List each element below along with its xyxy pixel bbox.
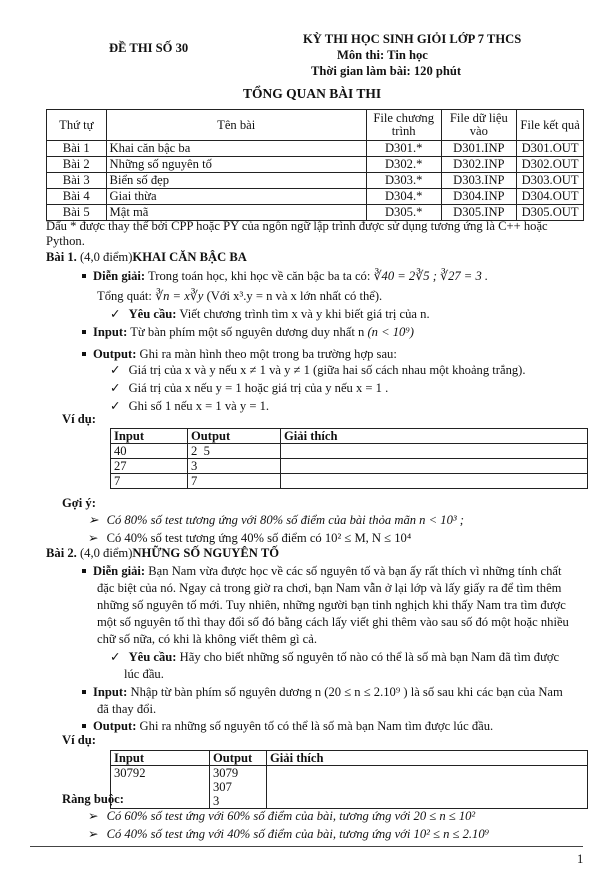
p1-input-text: Từ bàn phím một số nguyên dương duy nhất n (130, 325, 365, 339)
table-row (111, 766, 588, 809)
cell-output: D304.OUT (517, 189, 584, 205)
bullet-square-icon (82, 569, 86, 573)
p1-hint-text: Có 40% số test tương ứng 40% số điểm có 10² ≤ M, N ≤ 10⁴ (106, 531, 412, 545)
p1-input-label: Input: (93, 325, 128, 339)
ex-input: 7 (111, 474, 188, 489)
p2-constraint-text: Có 60% số test ứng với 60% số điểm của bài, tương ứng với 20 ≤ n ≤ 10² (106, 809, 476, 823)
col-header-program: File chương trình (366, 110, 441, 141)
p2-intro-line: những số nguyên tố mới. Tuy nhiên, những người bạn tinh nghịch khi thấy Nam tra tìm được (97, 598, 566, 612)
check-icon: ✓ (110, 363, 121, 377)
cell-input: D302.INP (441, 157, 517, 173)
col-header-name: Tên bài (106, 110, 366, 141)
p2-intro-line: đặc biệt của nó. Ngay cả trong giờ ra chơi, bạn Nam vẫn ở lại lớp và lấy giấy ra để tìm thêm (97, 581, 562, 595)
p1-requirement (110, 306, 613, 322)
cell-output: D303.OUT (517, 173, 584, 189)
p1-case-text: Giá trị của x và y nếu x ≠ 1 và y ≠ 1 (giữa hai số cách nhau một khoảng trắng). (128, 363, 526, 377)
ex-header-explain: Giải thích (267, 751, 588, 766)
problem1-heading (46, 250, 247, 265)
cell-order: Bài 2 (47, 157, 107, 173)
cell-name: Mật mã (106, 205, 366, 221)
table-row (47, 173, 584, 189)
p1-intro (82, 268, 602, 284)
p2-output-text: Ghi ra những số nguyên tố có thể là số mà bạn Nam tìm được lúc đầu. (139, 719, 494, 733)
p2-example-table (110, 750, 588, 809)
cell-name: Biển số đẹp (106, 173, 366, 189)
problem2-title: NHỮNG SỐ NGUYÊN TỐ (132, 546, 280, 560)
ex-output: 7 (188, 474, 281, 489)
p2-intro (82, 563, 602, 579)
col-header-order: Thứ tự (47, 110, 107, 141)
arrow-right-icon: ➢ (88, 827, 99, 841)
p2-input-line: Nhập từ bàn phím số nguyên dương n (20 ≤ n ≤ 2.10⁹ ) là số sau khi các bạn của Nam (130, 685, 563, 699)
cell-name: Giai thừa (106, 189, 366, 205)
p1-general-label: Tổng quát: (97, 289, 152, 303)
bullet-square-icon (82, 352, 86, 356)
problem2-heading (46, 546, 279, 561)
p2-intro-line: chữ số nữa, có khi là không viết thêm gì cả. (97, 632, 317, 646)
arrow-right-icon: ➢ (88, 809, 99, 823)
overview-table (46, 109, 584, 221)
problem1-title: KHAI CĂN BẬC BA (132, 250, 247, 264)
cell-order: Bài 1 (47, 141, 107, 157)
p1-req-text: Viết chương trình tìm x và y khi biết giá trị của n. (179, 307, 430, 321)
problem2-points: (4,0 điểm) (79, 546, 133, 560)
cell-name: Khai căn bậc ba (106, 141, 366, 157)
p2-constraint (88, 808, 608, 824)
problem1-label: Bài 1. (46, 250, 77, 264)
ex-header-explain: Giải thích (281, 429, 588, 444)
ex-output: 2 5 (188, 444, 281, 459)
check-icon: ✓ (110, 381, 121, 395)
p2-req-line: Hãy cho biết những số nguyên tố nào có thể là số mà bạn Nam đã tìm được (179, 650, 560, 664)
problem1-points: (4,0 điểm) (79, 250, 133, 264)
cell-order: Bài 3 (47, 173, 107, 189)
cell-order: Bài 4 (47, 189, 107, 205)
page-number: 1 (577, 852, 584, 866)
ex-output-line: 3 (213, 794, 220, 808)
p1-input-bound: (n < 10⁹) (367, 325, 414, 339)
p1-general-formula: ∛n = x∛y (155, 289, 204, 303)
overview-title: TỔNG QUAN BÀI THI (243, 86, 382, 101)
ex-header-input: Input (111, 429, 188, 444)
cell-input: D305.INP (441, 205, 517, 221)
col-header-output: File kết quả (517, 110, 584, 141)
p1-hint (88, 512, 608, 528)
ex-explain (281, 474, 588, 489)
cell-output: D301.OUT (517, 141, 584, 157)
ex-header-input: Input (111, 751, 210, 766)
bullet-square-icon (82, 330, 86, 334)
ex-output (210, 766, 267, 809)
check-icon: ✓ (110, 650, 121, 664)
p2-constraint-text: Có 40% số test ứng với 40% số điểm của bài, tương ứng với 10² ≤ n ≤ 2.10⁹ (106, 827, 490, 841)
p2-input-line: đã thay đổi. (97, 702, 157, 716)
cell-program: D301.* (366, 141, 441, 157)
p2-req-line: lúc đầu. (124, 667, 164, 681)
bullet-square-icon (82, 724, 86, 728)
ex-header-output: Output (210, 751, 267, 766)
cell-program: D305.* (366, 205, 441, 221)
p1-intro-text: Trong toán học, khi học về căn bậc ba ta có: (148, 269, 371, 283)
p1-case-text: Giá trị của x nếu y = 1 hoặc giá trị của y nếu x = 1 . (128, 381, 389, 395)
p1-output-text: Ghi ra màn hình theo một trong ba trường hợp sau: (139, 347, 397, 361)
p2-output-label: Output: (93, 719, 137, 733)
p1-output-label: Output: (93, 347, 137, 361)
cell-output: D305.OUT (517, 205, 584, 221)
p2-intro-label: Diễn giải: (93, 564, 146, 578)
cell-output: D302.OUT (517, 157, 584, 173)
cell-input: D301.INP (441, 141, 517, 157)
ex-output: 3 (188, 459, 281, 474)
p1-case (110, 398, 613, 414)
p2-intro-line: một số nguyên tố thì thay đổi số đó bằng cách lấy viết ghi thêm vào sau số đó một hoặc nhiều (97, 615, 569, 629)
p2-constraint-label: Ràng buộc: (62, 792, 124, 806)
footer-divider (30, 846, 583, 847)
ex-output-line: 307 (213, 780, 232, 794)
cell-input: D303.INP (441, 173, 517, 189)
p1-hint-label: Gợi ý: (62, 496, 96, 510)
cell-program: D302.* (366, 157, 441, 173)
p2-example-label: Ví dụ: (62, 733, 96, 747)
ex-explain (267, 766, 588, 809)
check-icon: ✓ (110, 307, 121, 321)
p1-req-label: Yêu cầu: (128, 307, 177, 321)
p1-hint-text: Có 80% số test tương ứng với 80% số điểm của bài thỏa mãn n < 10³ ; (106, 513, 464, 527)
p1-general-text: (Với x³.y = n và x lớn nhất có thể). (206, 289, 383, 303)
p1-general (97, 288, 613, 304)
ex-explain (281, 459, 588, 474)
p2-requirement (110, 649, 613, 665)
arrow-right-icon: ➢ (88, 531, 99, 545)
cell-name: Những số nguyên tố (106, 157, 366, 173)
bullet-square-icon (82, 274, 86, 278)
p1-hint (88, 530, 608, 546)
ex-header-output: Output (188, 429, 281, 444)
table-row (47, 157, 584, 173)
p2-input-label: Input: (93, 685, 128, 699)
p1-input (82, 324, 602, 340)
p1-example-table (110, 428, 588, 489)
table-row (111, 459, 588, 474)
exam-id: ĐỀ THI SỐ 30 (109, 41, 189, 55)
p2-req-label: Yêu cầu: (128, 650, 177, 664)
table-row (111, 474, 588, 489)
problem2-label: Bài 2. (46, 546, 77, 560)
table-row (111, 444, 588, 459)
check-icon: ✓ (110, 399, 121, 413)
ex-explain (281, 444, 588, 459)
p1-intro-label: Diễn giải: (93, 269, 146, 283)
cell-input: D304.INP (441, 189, 517, 205)
cell-program: D303.* (366, 173, 441, 189)
p2-output (82, 718, 602, 734)
contest-title: KỲ THI HỌC SINH GIỎI LỚP 7 THCS (303, 32, 522, 46)
cell-program: D304.* (366, 189, 441, 205)
p1-output (82, 346, 602, 362)
p1-case (110, 380, 613, 396)
arrow-right-icon: ➢ (88, 513, 99, 527)
p1-example-label: Ví dụ: (62, 412, 96, 426)
p1-case (110, 362, 613, 378)
ex-input: 30792 (111, 766, 210, 809)
p1-case-text: Ghi số 1 nếu x = 1 và y = 1. (128, 399, 270, 413)
table-row (47, 141, 584, 157)
p2-input (82, 684, 602, 700)
p2-intro-line: Bạn Nam vừa được học về các số nguyên tố và bạn ấy rất thích vì những tính chất (148, 564, 562, 578)
cell-order: Bài 5 (47, 205, 107, 221)
table-row (47, 189, 584, 205)
ex-output-line: 3079 (213, 766, 239, 780)
p1-intro-formula: ∛40 = 2∛5 ; ∛27 = 3 . (373, 269, 489, 283)
ex-input: 27 (111, 459, 188, 474)
time-line: Thời gian làm bài: 120 phút (311, 64, 462, 78)
ex-input: 40 (111, 444, 188, 459)
subject-line: Môn thi: Tin học (337, 48, 428, 62)
col-header-input: File dữ liệu vào (441, 110, 517, 141)
p2-constraint (88, 826, 608, 842)
bullet-square-icon (82, 690, 86, 694)
language-note: Dấu * được thay thế bởi CPP hoặc PY của ngôn ngữ lập trình được sử dụng tương ứng là C++ hoặc Python. (46, 219, 548, 248)
